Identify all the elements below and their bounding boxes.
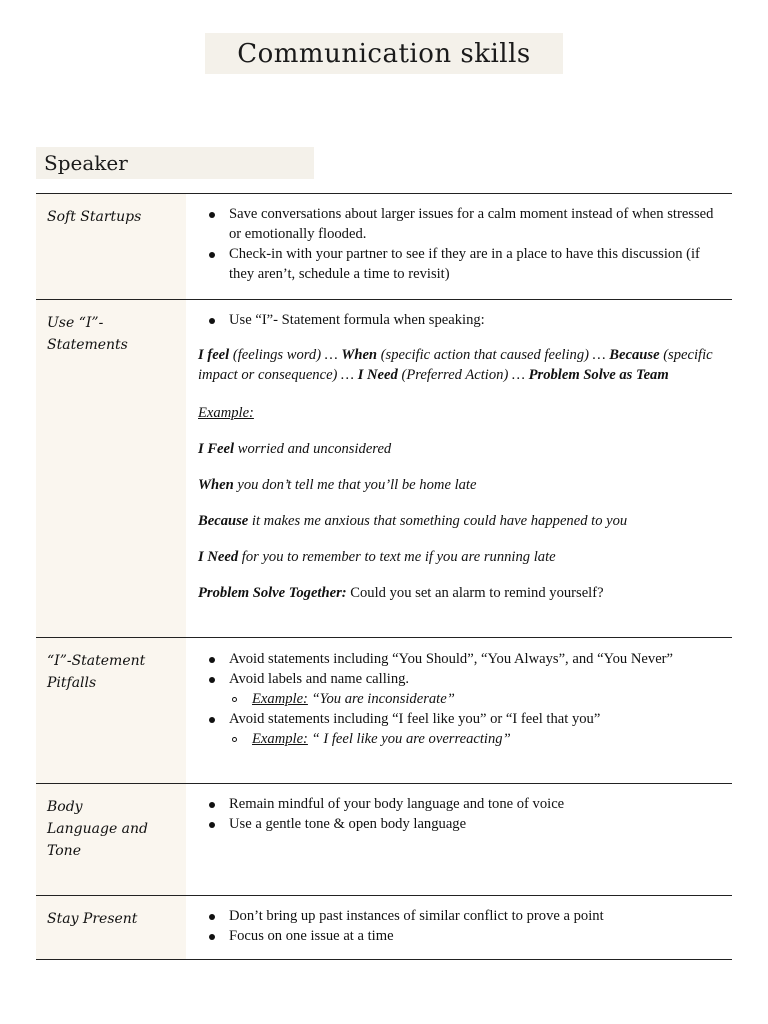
formula-text: (specific impact or consequence) … — [198, 347, 713, 383]
formula-keyword: Because — [609, 347, 660, 363]
formula-keyword: I Need — [357, 367, 398, 383]
formula-keyword: When — [341, 347, 378, 363]
table-row-pitfalls — [36, 637, 732, 783]
row-label: Stay Present — [36, 896, 186, 959]
bullet-item: Check-in with your partner to see if they are in a place to have this discussion (if they aren’t, schedule a time to revisit) — [198, 244, 724, 284]
bullet-item: Avoid statements including “I feel like you” or “I feel that you” — [198, 709, 724, 729]
bullet-item: Use a gentle tone & open body language — [198, 814, 724, 834]
formula-keyword: Problem Solve as Team — [528, 367, 669, 383]
row-content — [186, 784, 732, 895]
speaker-skills-table — [36, 193, 732, 960]
example-text: worried and unconsidered — [234, 441, 392, 457]
example-line — [198, 583, 724, 603]
row-label: “I”-Statement Pitfalls — [36, 638, 186, 783]
table-row-body-language — [36, 783, 732, 895]
example-line — [198, 511, 724, 531]
example-keyword: I Need — [198, 549, 239, 565]
bullet-item: Use “I”- Statement formula when speaking: — [198, 310, 724, 330]
row-label: Soft Startups — [36, 194, 186, 299]
row-label: Body Language and Tone — [36, 784, 186, 895]
example-line — [198, 439, 724, 459]
formula-text: (Preferred Action) … — [397, 367, 529, 383]
example-text: “ I feel like you are overreacting” — [307, 731, 511, 747]
row-label: Use “I”-Statements — [36, 300, 186, 637]
example-text: for you to remember to text me if you are running late — [238, 549, 556, 565]
example-line — [198, 547, 724, 567]
bullet-item: Remain mindful of your body language and tone of voice — [198, 794, 724, 814]
section-heading-speaker: Speaker — [36, 147, 314, 179]
table-row-stay-present — [36, 895, 732, 960]
row-content — [186, 194, 732, 299]
example-keyword: Because — [198, 513, 249, 529]
table-row-soft-startups — [36, 193, 732, 299]
example-text: Could you set an alarm to remind yourself? — [346, 585, 604, 601]
page-title: Communication skills — [205, 33, 563, 74]
example-line — [198, 475, 724, 495]
formula-text: (feelings word) … — [229, 347, 342, 363]
formula-keyword: I feel — [198, 347, 230, 363]
example-text: “You are inconsiderate” — [307, 691, 455, 707]
bullet-text: Avoid labels and name calling. — [229, 671, 410, 687]
example-label: Example: — [252, 731, 308, 747]
sub-bullet-item — [198, 689, 724, 709]
example-keyword: Problem Solve Together: — [198, 585, 347, 601]
example-keyword: I Feel — [198, 441, 235, 457]
bullet-item: Save conversations about larger issues for a calm moment instead of when stressed or emotionally flooded. — [198, 204, 724, 244]
row-content — [186, 300, 732, 637]
bullet-item: Don’t bring up past instances of similar conflict to prove a point — [198, 906, 724, 926]
formula-text: (specific action that caused feeling) … — [377, 347, 610, 363]
example-text: it makes me anxious that something could have happened to you — [248, 513, 628, 529]
example-label: Example: — [252, 691, 308, 707]
row-content — [186, 638, 732, 783]
example-text: you don’t tell me that you’ll be home late — [233, 477, 477, 493]
bullet-item — [198, 669, 724, 689]
sub-bullet-item — [198, 729, 724, 749]
bullet-item: Avoid statements including “You Should”, “You Always”, and “You Never” — [198, 649, 724, 669]
bullet-item: Focus on one issue at a time — [198, 926, 724, 946]
i-statement-formula — [198, 345, 724, 385]
example-keyword: When — [198, 477, 234, 493]
row-content — [186, 896, 732, 959]
example-label: Example: — [198, 405, 254, 421]
table-row-i-statements — [36, 299, 732, 637]
